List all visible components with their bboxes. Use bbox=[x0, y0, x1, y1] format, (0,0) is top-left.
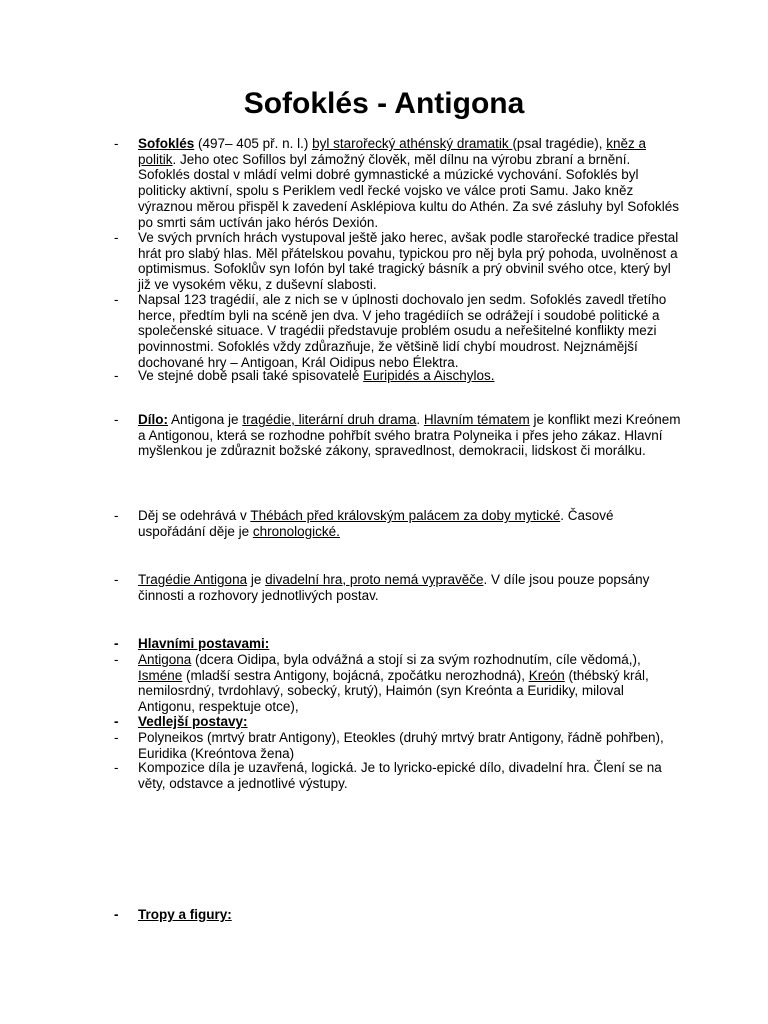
list-item-text bbox=[138, 730, 683, 761]
text-run: Sofoklés bbox=[138, 136, 195, 151]
text-run: Kreón bbox=[528, 667, 565, 683]
text-run: chronologické. bbox=[252, 523, 340, 539]
list-item-text bbox=[138, 508, 683, 539]
text-run: Antigona bbox=[138, 652, 192, 667]
document-title: Sofoklés - Antigona bbox=[243, 87, 525, 120]
text-run: tragédie, literární druh drama bbox=[242, 412, 417, 427]
text-run: je konflikt mezi Kreónem a Antigonou, která se rozhodne pohřbít svého bratra Polyneika i přes jeho zákaz. Hlavní myšlenkou je zdůraznit božské zákony, spravedlnost, demokracii, lidskost či morálku. bbox=[138, 412, 681, 459]
bullet-dash: - bbox=[114, 730, 119, 745]
text-run: Polyneikos (mrtvý bratr Antigony), Eteokles (druhý mrtvý bratr Antigony, řádně pohřben), Euridika (Kreóntova žena) bbox=[138, 730, 664, 761]
bullet-dash: - bbox=[114, 572, 119, 587]
text-run: kněz a politik bbox=[138, 136, 647, 167]
text-run: (psal tragédie), bbox=[512, 136, 607, 151]
text-run: Antigona je bbox=[168, 412, 243, 427]
text-run: Hlavními postavami: bbox=[138, 636, 270, 651]
text-run: Napsal 123 tragédií, ale z nich se v úplnosti dochovalo jen sedm. Sofoklés zavedl třetího herce, předtím byli na scéně jen dva. V jeho tragédiích se odrážejí i soudobé politické a společenské situace. V tragédii představuje problém osudu a neřešitelné konflikty mezi povinnostmi. Sofoklés vždy zdůrazňuje, že většině lidí chybí moudrost. Nejznámější dochované hry – Antigoan, Král Oidipus nebo Élektra. bbox=[138, 292, 667, 370]
list-item-text bbox=[138, 412, 683, 459]
text-run: . Časové uspořádání děje je bbox=[138, 508, 614, 539]
list-item-text bbox=[138, 136, 683, 230]
text-run: Kompozice díla je uzavřená, logická. Je to lyricko-epické dílo, divadelní hra. Člení se na věty, odstavce a jednotlivé výstupy. bbox=[138, 760, 662, 791]
text-run: Euripidés a Aischylos. bbox=[363, 368, 495, 383]
list-item-text bbox=[138, 572, 683, 603]
text-run: byl starořecký athénský dramatik bbox=[312, 136, 513, 151]
list-item-text bbox=[138, 714, 683, 730]
bullet-dash: - bbox=[114, 760, 119, 775]
text-run: Tragédie Antigona bbox=[138, 572, 248, 587]
bullet-dash: - bbox=[114, 636, 119, 651]
bullet-dash: - bbox=[114, 714, 119, 729]
bullet-dash: - bbox=[114, 136, 119, 151]
text-run: (mladší sestra Antigony, bojácná, zpočátku nerozhodná), bbox=[182, 667, 529, 683]
list-item-text bbox=[138, 368, 683, 384]
text-run: Vedlejší postavy: bbox=[138, 714, 248, 729]
text-run: Hlavním tématem bbox=[423, 412, 530, 427]
bullet-dash: - bbox=[114, 652, 119, 667]
text-run: Isméne bbox=[138, 667, 183, 683]
list-item-text bbox=[138, 230, 683, 293]
text-run: . V díle jsou pouze popsány činnosti a rozhovory jednotlivých postav. bbox=[138, 572, 650, 603]
text-run: je bbox=[247, 572, 266, 587]
bullet-dash: - bbox=[114, 907, 119, 922]
list-item-text bbox=[138, 292, 683, 371]
text-run: (dcera Oidipa, byla odvážná a stojí si za svým rozhodnutím, cíle vědomá,), bbox=[191, 652, 641, 667]
text-run: Dílo: bbox=[138, 412, 168, 427]
bullet-dash: - bbox=[114, 412, 119, 427]
bullet-dash: - bbox=[114, 292, 119, 307]
text-run: divadelní hra, proto nemá vypravěče bbox=[265, 572, 484, 587]
text-run: . bbox=[416, 412, 424, 427]
text-run: Ve stejné době psali také spisovatelé bbox=[138, 368, 364, 383]
list-item-text bbox=[138, 760, 683, 791]
text-run: (thébský král, nemilosrdný, tvrdohlavý, sobecký, krutý), Haimón (syn Kreónta a Euridiky, miloval Antigonu, respektuje otce), bbox=[138, 667, 649, 715]
text-run: Ve svých prvních hrách vystupoval ještě jako herec, avšak podle starořecké tradice přestal hrát pro slabý hlas. Měl přátelskou povahu, typickou pro něj byla prý pohoda, uvolněnost a optimismus. Sofoklův syn Iofón byl také tragický básník a prý obvinil svého otce, který byl již ve vysokém věku, z duševní slabosti. bbox=[138, 230, 679, 293]
text-run: . Jeho otec Sofillos byl zámožný člověk, měl dílnu na výrobu zbraní a brnění. Sofoklés dostal v mládí velmi dobré gymnastické a múzické vychování. Sofoklés byl politicky aktivní, spolu s Periklem vedl řecké vojsko ve válce proti Samu. Jako kněz výraznou měrou přispěl k zavedení Asklépiova kultu do Athén. Za své zásluhy byl Sofoklés po smrti sám uctíván jako hérós Dexión. bbox=[138, 151, 680, 230]
list-item-text bbox=[138, 636, 683, 652]
text-run: Thébách před královským palácem za doby mytické bbox=[250, 508, 561, 523]
list-item-text bbox=[138, 907, 683, 923]
text-run: Děj se odehrává v bbox=[138, 508, 251, 523]
text-run: Tropy a figury: bbox=[138, 907, 232, 922]
bullet-dash: - bbox=[114, 508, 119, 523]
bullet-dash: - bbox=[114, 230, 119, 245]
list-item-text bbox=[138, 652, 683, 715]
bullet-dash: - bbox=[114, 368, 119, 383]
text-run: (497– 405 př. n. l.) bbox=[194, 136, 313, 151]
